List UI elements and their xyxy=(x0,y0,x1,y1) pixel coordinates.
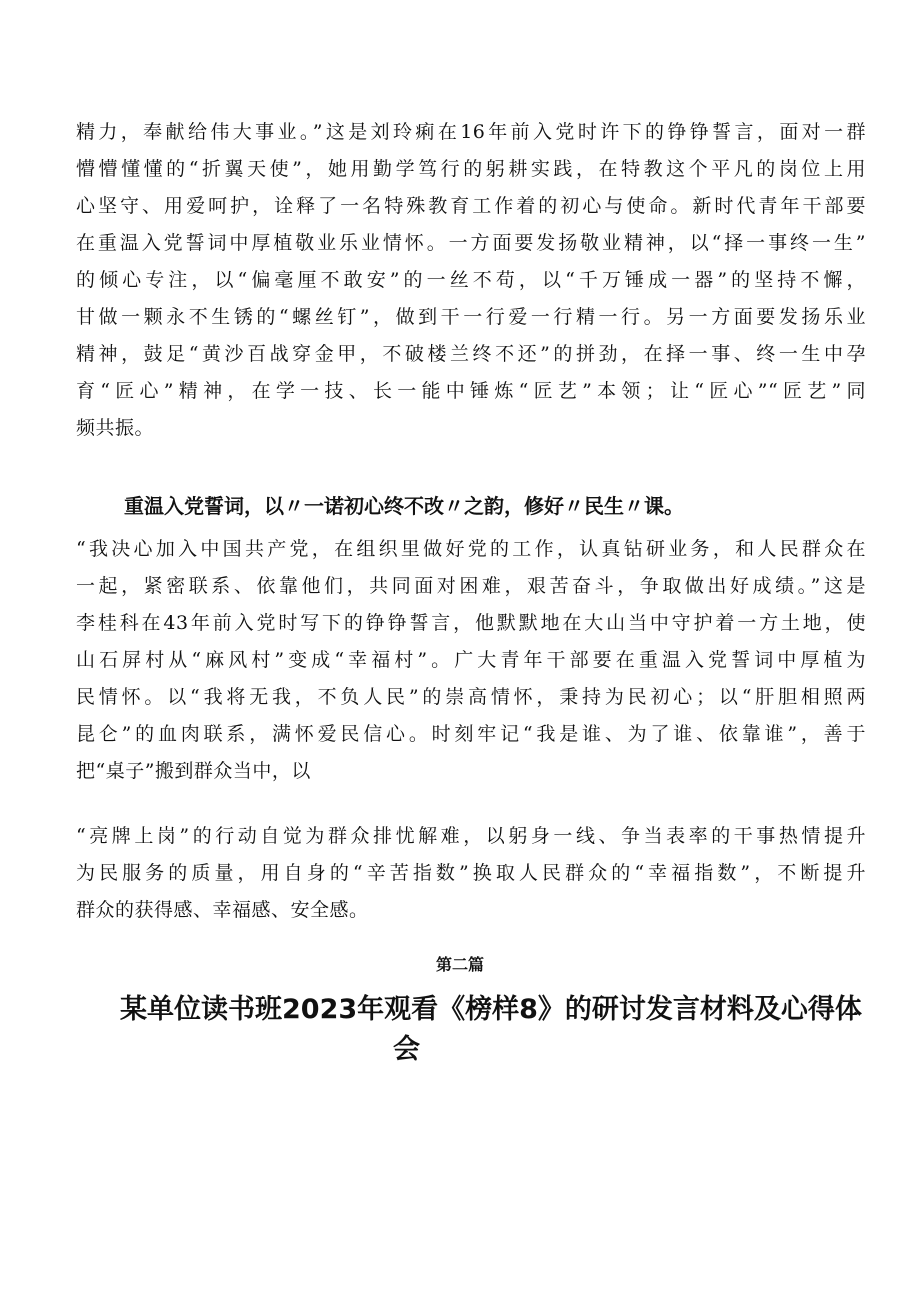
text-line: 懵懵懂懂的“折翼天使”，她用勤学笃行的躬耕实践，在特教这个平凡的岗位上用 xyxy=(76,158,866,180)
section-heading: 重温入党誓词，以〃一诺初心终不改〃之韵，修好〃民生〃课。 xyxy=(124,494,684,518)
text-line: 心坚守、用爱呵护，诠释了一名特殊教育工作着的初心与使命。新时代青年干部要 xyxy=(76,195,866,217)
paragraph-1 xyxy=(76,114,866,447)
text-line: 精力，奉献给伟大事业。”这是刘玲痢在16年前入党时许下的铮铮誓言，面对一群 xyxy=(76,121,866,143)
text-line: 把“桌子”搬到群众当中，以 xyxy=(76,760,311,782)
title-line: 会 xyxy=(393,1034,420,1065)
text-line: 频共振。 xyxy=(76,417,155,439)
text-line: 精神，鼓足“黄沙百战穿金甲，不破楼兰终不还”的拼劲，在择一事、终一生中孕 xyxy=(76,343,866,365)
text-line: 一起，紧密联系、依靠他们，共同面对困难，艰苦奋斗，争取做出好成绩。”这是 xyxy=(76,575,866,597)
text-line: 山石屏村从“麻风村”变成“幸福村”。广大青年干部要在重温入党誓词中厚植为 xyxy=(76,649,866,671)
text-line: 昆仑”的血肉联系，满怀爱民信心。时刻牢记“我是谁、为了谁、依靠谁”，善于 xyxy=(76,723,866,745)
document-title xyxy=(120,990,865,1070)
text-line: 为民服务的质量，用自身的“辛苦指数”换取人民群众的“幸福指数”，不断提升 xyxy=(76,862,866,884)
text-line: 在重温入党誓词中厚植敬业乐业情怀。一方面要发扬敬业精神，以“择一事终一生” xyxy=(76,232,866,254)
text-line: 群众的获得感、幸福感、安全感。 xyxy=(76,899,369,921)
text-line: 李桂科在43年前入党时写下的铮铮誓言，他默默地在大山当中守护着一方土地，使 xyxy=(76,612,866,634)
text-line: 甘做一颗永不生锈的“螺丝钉”，做到干一行爱一行精一行。另一方面要发扬乐业 xyxy=(76,306,866,328)
paragraph-2 xyxy=(76,531,866,790)
paragraph-3 xyxy=(76,818,866,929)
text-line: “我决心加入中国共产党，在组织里做好党的工作，认真钻研业务，和人民群众在 xyxy=(76,538,866,560)
text-line: “亮牌上岗”的行动自觉为群众排忧解难，以躬身一线、争当表率的干事热情提升 xyxy=(76,825,866,847)
text-line: 育“匠心”精神，在学一技、长一能中锤炼“匠艺”本领；让“匠心”“匠艺”同 xyxy=(76,380,866,402)
title-line: 某单位读书班2023年观看《榜样8》的研讨发言材料及心得体 xyxy=(120,994,862,1025)
section-label: 第二篇 xyxy=(435,955,484,974)
text-line: 的倾心专注，以“偏毫厘不敢安”的一丝不苟，以“千万锤成一器”的坚持不懈， xyxy=(76,269,866,291)
text-line: 民情怀。以“我将无我，不负人民”的崇高情怀，秉持为民初心；以“肝胆相照两 xyxy=(76,686,866,708)
